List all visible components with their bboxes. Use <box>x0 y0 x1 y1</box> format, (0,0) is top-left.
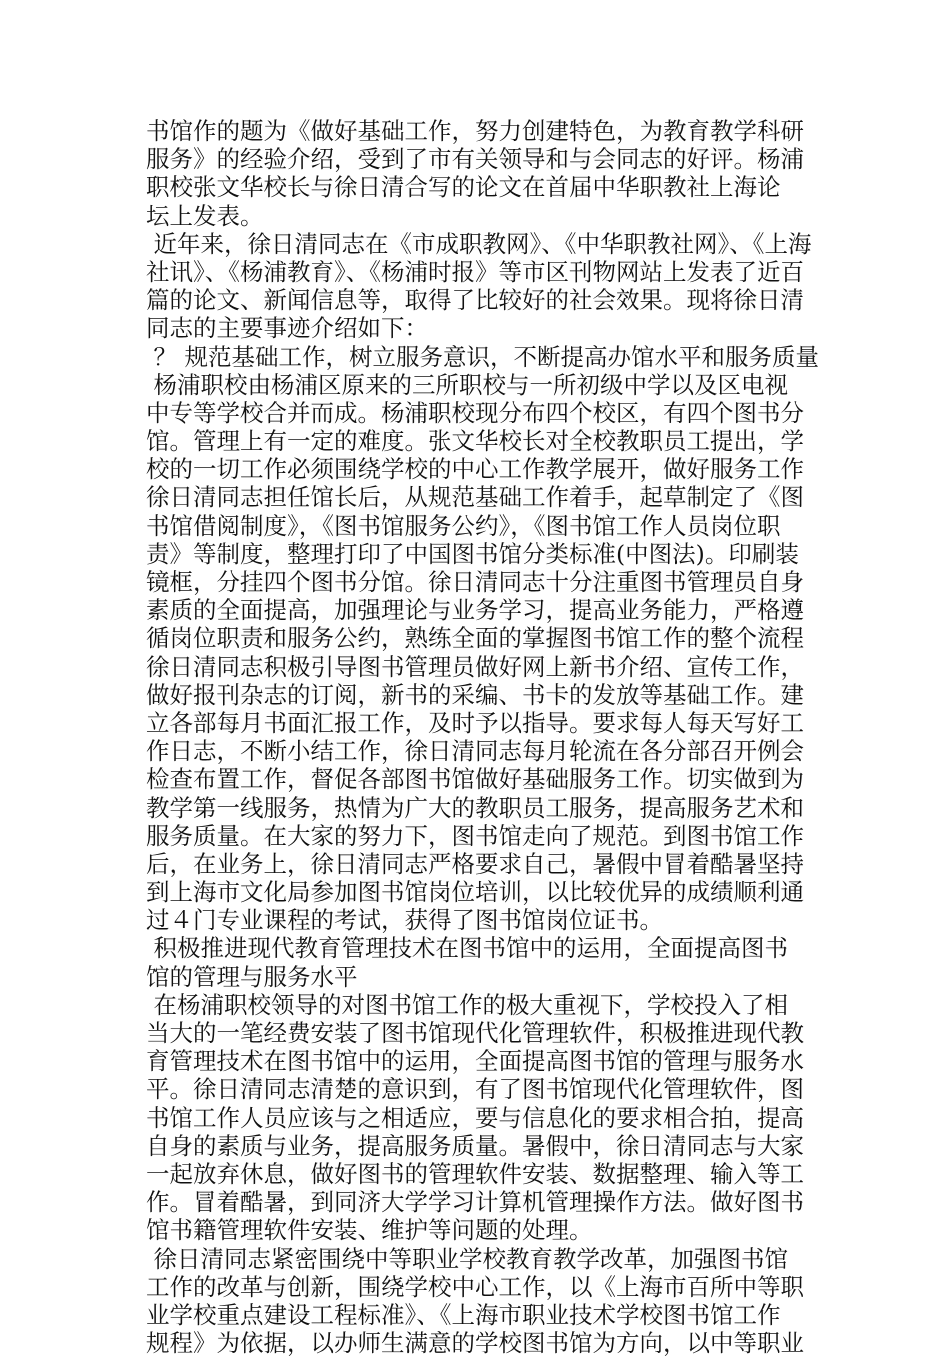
text-line: 教学第一线服务，热情为广大的教职员工服务，提高服务艺术和 <box>146 793 804 822</box>
text-line: 工作的改革与创新，围绕学校中心工作，以《上海市百所中等职 <box>146 1272 804 1301</box>
text-line: 书馆工作人员应该与之相适应，要与信息化的要求相合拍，提高 <box>146 1103 804 1132</box>
text-line: 检查布置工作，督促各部图书馆做好基础服务工作。切实做到为 <box>146 765 804 794</box>
text-line: 一起放弃休息，做好图书的管理软件安装、数据整理、输入等工 <box>146 1159 804 1188</box>
text-line: 业学校重点建设工程标准》、《上海市职业技术学校图书馆工作 <box>146 1300 781 1329</box>
text-line: 坛上发表。 <box>146 201 264 230</box>
text-line: 后，在业务上，徐日清同志严格要求自己，暑假中冒着酷暑坚持 <box>146 849 804 878</box>
text-line: 自身的素质与业务，提高服务质量。暑假中，徐日清同志与大家 <box>146 1131 804 1160</box>
text-line: 作。冒着酷暑，到同济大学学习计算机管理操作方法。做好图书 <box>146 1188 804 1217</box>
text-line: 同志的主要事迹介绍如下： <box>146 314 428 343</box>
text-line: 杨浦职校由杨浦区原来的三所职校与一所初级中学以及区电视 <box>146 370 788 399</box>
text-line: 循岗位职责和服务公约，熟练全面的掌握图书馆工作的整个流程 <box>146 624 804 653</box>
section-heading: 积极推进现代教育管理技术在图书馆中的运用，全面提高图书 <box>146 934 788 963</box>
text-line: 徐日清同志担任馆长后，从规范基础工作着手，起草制定了《图 <box>146 483 804 512</box>
text-line: 社讯》、《杨浦教育》、《杨浦时报》等市区刊物网站上发表了近百 <box>146 257 804 286</box>
text-line: 徐日清同志紧密围绕中等职业学校教育教学改革，加强图书馆 <box>146 1244 788 1273</box>
text-line: 中专等学校合并而成。杨浦职校现分布四个校区，有四个图书分 <box>146 398 804 427</box>
text-line: 规程》为依据，以办师生满意的学校图书馆为方向，以中等职业 <box>146 1329 804 1357</box>
text-line: 馆。管理上有一定的难度。张文华校长对全校教职员工提出，学 <box>146 427 804 456</box>
text-line: 徐日清同志积极引导图书管理员做好网上新书介绍、宣传工作， <box>146 652 804 681</box>
text-line: 当大的一笔经费安装了图书馆现代化管理软件，积极推进现代教 <box>146 1019 804 1047</box>
text-line: 校的一切工作必须围绕学校的中心工作教学展开，做好服务工作 <box>146 455 804 484</box>
text-line: 镜框，分挂四个图书分馆。徐日清同志十分注重图书管理员自身 <box>146 568 804 596</box>
text-line: 责》等制度，整理打印了中国图书馆分类标准(中图法)。印刷装 <box>146 539 799 568</box>
section-heading: ？ 规范基础工作，树立服务意识，不断提高办馆水平和服务质量 <box>146 342 819 371</box>
text-line: 作日志，不断小结工作，徐日清同志每月轮流在各分部召开例会 <box>146 737 804 766</box>
text-line: 平。徐日清同志清楚的意识到，有了图书馆现代化管理软件，图 <box>146 1075 804 1104</box>
text-line: 服务质量。在大家的努力下，图书馆走向了规范。到图书馆工作 <box>146 821 804 850</box>
text-line: 服务》的经验介绍，受到了市有关领导和与会同志的好评。杨浦 <box>146 145 804 174</box>
document-body <box>146 117 819 1357</box>
text-line: 过４门专业课程的考试，获得了图书馆岗位证书。 <box>146 906 663 935</box>
text-line: 篇的论文、新闻信息等，取得了比较好的社会效果。现将徐日清 <box>146 286 804 315</box>
text-line: 书馆借阅制度》，《图书馆服务公约》，《图书馆工作人员岗位职 <box>146 511 781 540</box>
text-line: 到上海市文化局参加图书馆岗位培训，以比较优异的成绩顺利通 <box>146 878 804 907</box>
text-line: 书馆作的题为《做好基础工作，努力创建特色，为教育教学科研 <box>146 117 804 145</box>
text-line: 职校张文华校长与徐日清合写的论文在首届中华职教社上海论 <box>146 173 781 202</box>
text-line: 素质的全面提高，加强理论与业务学习，提高业务能力，严格遵 <box>146 596 804 625</box>
text-line: 立各部每月书面汇报工作，及时予以指导。要求每人每天写好工 <box>146 708 804 737</box>
section-heading: 馆的管理与服务水平 <box>146 962 358 991</box>
text-line: 近年来，徐日清同志在《市成职教网》、《中华职教社网》、《上海 <box>146 229 812 258</box>
text-line: 馆书籍管理软件安装、维护等问题的处理。 <box>146 1216 593 1245</box>
text-line: 在杨浦职校领导的对图书馆工作的极大重视下，学校投入了相 <box>146 990 788 1019</box>
text-line: 育管理技术在图书馆中的运用，全面提高图书馆的管理与服务水 <box>146 1047 804 1076</box>
text-line: 做好报刊杂志的订阅，新书的采编、书卡的发放等基础工作。建 <box>146 680 804 709</box>
